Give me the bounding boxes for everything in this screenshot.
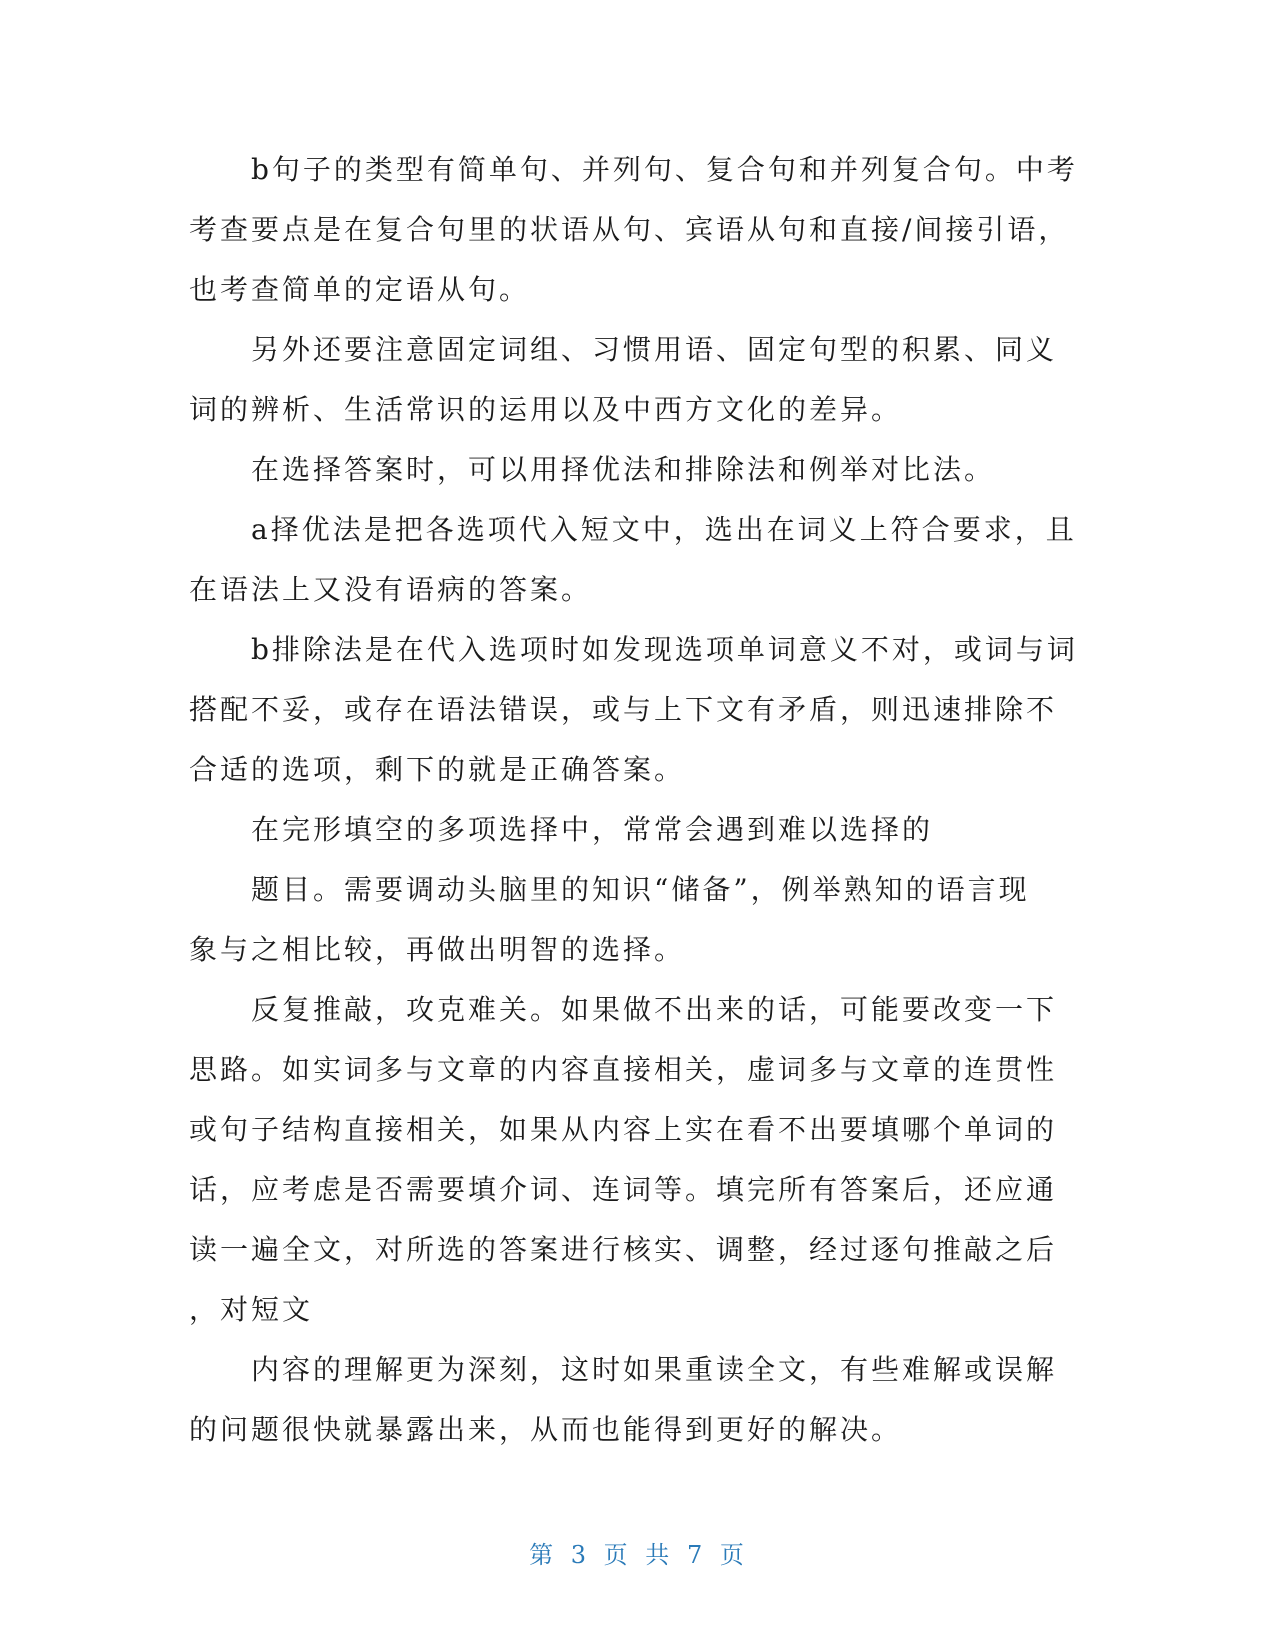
text-line: 也考查简单的定语从句。: [189, 273, 531, 306]
text-line: 思路。如实词多与文章的内容直接相关，虚词多与文章的连贯性: [189, 1053, 1058, 1086]
text-line: b排除法是在代入选项时如发现选项单词意义不对，或词与词: [251, 633, 1078, 666]
text-line: ，对短文: [189, 1293, 314, 1326]
text-line: 词的辨析、生活常识的运用以及中西方文化的差异。: [189, 393, 903, 426]
text-line: 合适的选项，剩下的就是正确答案。: [189, 753, 686, 786]
text-line: 读一遍全文，对所选的答案进行核实、调整，经过逐句推敲之后: [189, 1233, 1058, 1266]
text-line: 或句子结构直接相关，如果从内容上实在看不出要填哪个单词的: [189, 1113, 1058, 1146]
text-line: 反复推敲，攻克难关。如果做不出来的话，可能要改变一下: [251, 993, 1058, 1026]
text-line: a择优法是把各选项代入短文中，选出在词义上符合要求，且: [251, 513, 1077, 546]
text-line: 在选择答案时，可以用择优法和排除法和例举对比法。: [251, 453, 996, 486]
page-number-footer: 第 3 页 共 7 页: [529, 1541, 746, 1569]
text-line: 考查要点是在复合句里的状语从句、宾语从句和直接/间接引语，: [189, 213, 1070, 246]
text-line: 话，应考虑是否需要填介词、连词等。填完所有答案后，还应通: [189, 1173, 1058, 1206]
text-line: 的问题很快就暴露出来，从而也能得到更好的解决。: [189, 1413, 903, 1446]
text-line: 搭配不妥，或存在语法错误，或与上下文有矛盾，则迅速排除不: [189, 693, 1058, 726]
text-line: 在语法上又没有语病的答案。: [189, 573, 593, 606]
document-body: [189, 140, 1079, 1460]
text-line: 内容的理解更为深刻，这时如果重读全文，有些难解或误解: [251, 1353, 1058, 1386]
text-line: 题目。需要调动头脑里的知识“储备”，例举熟知的语言现: [251, 873, 1030, 906]
text-line: b句子的类型有简单句、并列句、复合句和并列复合句。中考: [251, 153, 1078, 186]
text-line: 另外还要注意固定词组、习惯用语、固定句型的积累、同义: [251, 333, 1058, 366]
text-line: 象与之相比较，再做出明智的选择。: [189, 933, 686, 966]
text-line: 在完形填空的多项选择中，常常会遇到难以选择的: [251, 813, 934, 846]
